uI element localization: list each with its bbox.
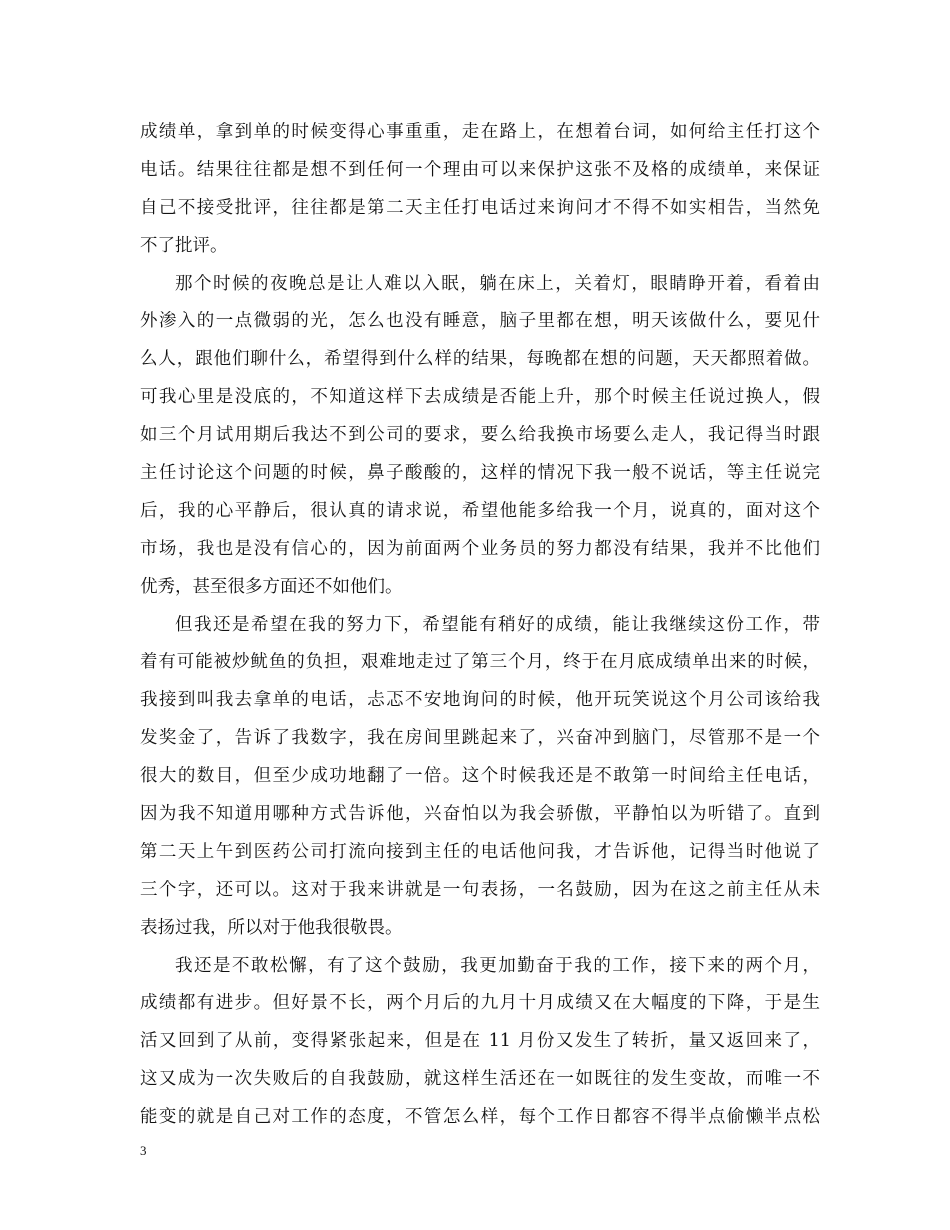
text-line: 如三个月试用期后我达不到公司的要求，要么给我换市场要么走人，我记得当时跟 [140, 425, 820, 446]
text-line: 表扬过我，所以对于他我很敬畏。 [140, 917, 403, 938]
text-line: 成绩单，拿到单的时候变得心事重重，走在路上，在想着台词，如何给主任打这个 [140, 122, 820, 142]
text-line: 但我还是希望在我的努力下，希望能有稍好的成绩，能让我继续这份工作，带 [175, 614, 820, 635]
text-line: 电话。结果往往都是想不到任何一个理由可以来保护这张不及格的成绩单，来保证 [140, 159, 820, 180]
paragraph-2 [140, 266, 820, 607]
text-line: 自己不接受批评，往往都是第二天主任打电话过来询问才不得不如实相告，当然免 [140, 197, 820, 218]
text-line: 主任讨论这个问题的时候，鼻子酸酸的，这样的情况下我一般不说话，等主任说完 [140, 463, 820, 484]
text-line: 发奖金了，告诉了我数字，我在房间里跳起来了，兴奋冲到脑门，尽管那不是一个 [140, 728, 820, 749]
text-line: 我还是不敢松懈，有了这个鼓励，我更加勤奋于我的工作，接下来的两个月， [175, 955, 820, 976]
text-line: 能变的就是自己对工作的态度，不管怎么样，每个工作日都容不得半点偷懒半点松 [140, 1107, 820, 1128]
text-line: 后，我的心平静后，很认真的请求说，希望他能多给我一个月，说真的，面对这个 [140, 500, 820, 521]
text-line: 这又成为一次失败后的自我鼓励，就这样生活还在一如既往的发生变故，而唯一不 [140, 1069, 820, 1090]
text-line: 优秀，甚至很多方面还不如他们。 [140, 576, 403, 597]
document-body [140, 114, 820, 1137]
text-line: 我接到叫我去拿单的电话，忐忑不安地询问的时候，他开玩笑说这个月公司该给我 [140, 690, 820, 711]
text-line: 么人，跟他们聊什么，希望得到什么样的结果，每晚都在想的问题，天天都照着做。 [140, 349, 820, 370]
paragraph-3 [140, 607, 820, 948]
text-line: 成绩都有进步。但好景不长，两个月后的九月十月成绩又在大幅度的下降，于是生 [140, 993, 820, 1014]
text-line: 可我心里是没底的，不知道这样下去成绩是否能上升，那个时候主任说过换人，假 [140, 387, 820, 408]
paragraph-4 [140, 948, 820, 1137]
text-line: 活又回到了从前，变得紧张起来，但是在 11 月份又发生了转折，量又返回来了， [140, 1031, 820, 1052]
text-line: 不了批评。 [140, 235, 228, 256]
page-number: 3 [140, 1143, 147, 1158]
text-line: 外渗入的一点微弱的光，怎么也没有睡意，脑子里都在想，明天该做什么，要见什 [140, 311, 820, 332]
text-line: 市场，我也是没有信心的，因为前面两个业务员的努力都没有结果，我并不比他们 [140, 538, 820, 559]
paragraph-1 [140, 114, 820, 266]
text-line: 第二天上午到医药公司打流向接到主任的电话他问我，才告诉他，记得当时他说了 [140, 841, 820, 862]
text-line: 三个字，还可以。这对于我来讲就是一句表扬，一名鼓励，因为在这之前主任从未 [140, 879, 820, 900]
text-line: 着有可能被炒鱿鱼的负担，艰难地走过了第三个月，终于在月底成绩单出来的时候， [140, 652, 820, 673]
text-line: 因为我不知道用哪种方式告诉他，兴奋怕以为我会骄傲，平静怕以为听错了。直到 [140, 804, 820, 825]
text-line: 很大的数目，但至少成功地翻了一倍。这个时候我还是不敢第一时间给主任电话， [140, 766, 820, 787]
text-line: 那个时候的夜晚总是让人难以入眠，躺在床上，关着灯，眼睛睁开着，看着由 [175, 273, 820, 294]
